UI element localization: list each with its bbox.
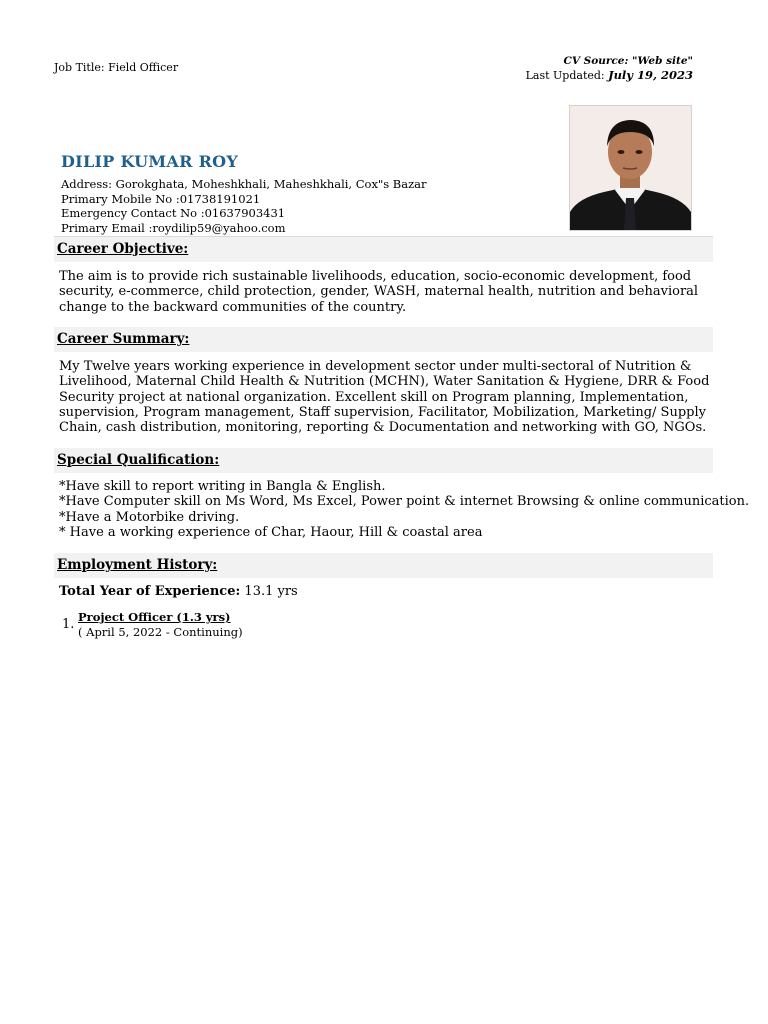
primary-email: Primary Email :roydilip59@yahoo.com — [61, 220, 286, 235]
career-objective-text: The aim is to provide rich sustainable livelihoods, education, socio-economic development, food security, e-commerce, child protection, gender, WASH, maternal health, nutrition and behavioral change to the backward communities of the country. — [59, 269, 699, 315]
last-updated — [526, 68, 693, 83]
employment-history-heading — [54, 553, 713, 578]
total-experience-value: 13.1 yrs — [244, 584, 298, 599]
career-objective-title: Career Objective: — [57, 241, 189, 257]
qualification-line: *Have Computer skill on Ms Word, Ms Excel, Power point & internet Browsing & online communication. — [59, 494, 750, 510]
job-dates: ( April 5, 2022 - Continuing) — [78, 625, 243, 639]
special-qualification-list — [59, 479, 750, 540]
profile-photo — [569, 105, 692, 231]
last-updated-label: Last Updated: — [525, 69, 605, 82]
address: Address: Gorokghata, Moheshkhali, Maheshkhali, Cox"s Bazar — [61, 177, 427, 191]
career-summary-heading — [54, 327, 713, 352]
contact-block — [61, 177, 427, 235]
qualification-line: * Have a working experience of Char, Haour, Hill & coastal area — [59, 524, 483, 540]
total-experience-label: Total Year of Experience: — [59, 584, 241, 599]
career-summary-text: My Twelve years working experience in development sector under multi-sectoral of Nutrition & Livelihood, Maternal Child Health & Nutrition (MCHN), Water Sanitation & Hygiene, DRR & Food Security project at national organization. Excellent skill on Program planning, Implementation, supervision, Program management, Staff supervision, Facilitator, Mobilization, Marketing/ Supply Chain, cash distribution, monitoring, reporting & Documentation and networking with GO, NGOs. — [59, 359, 710, 436]
emergency-contact: Emergency Contact No :01637903431 — [61, 206, 286, 220]
cv-source: CV Source: "Web site" — [563, 55, 693, 67]
special-qualification-heading — [54, 448, 713, 473]
job-title-link: Project Officer (1.3 yrs) — [78, 610, 231, 624]
career-objective-heading — [54, 237, 713, 262]
job-number: 1. — [62, 617, 75, 632]
cv-meta — [526, 54, 693, 83]
total-experience — [59, 584, 298, 599]
employment-history-title: Employment History: — [57, 557, 218, 573]
qualification-line: *Have a Motorbike driving. — [59, 509, 240, 525]
primary-mobile: Primary Mobile No :01738191021 — [61, 191, 261, 206]
qualification-line: *Have skill to report writing in Bangla & English. — [59, 479, 386, 494]
candidate-name: DILIP KUMAR ROY — [61, 152, 239, 171]
job-title: Job Title: Field Officer — [54, 61, 179, 74]
career-summary-title: Career Summary: — [57, 331, 190, 347]
special-qualification-title: Special Qualification: — [57, 452, 220, 468]
last-updated-date: July 19, 2023 — [608, 68, 693, 82]
